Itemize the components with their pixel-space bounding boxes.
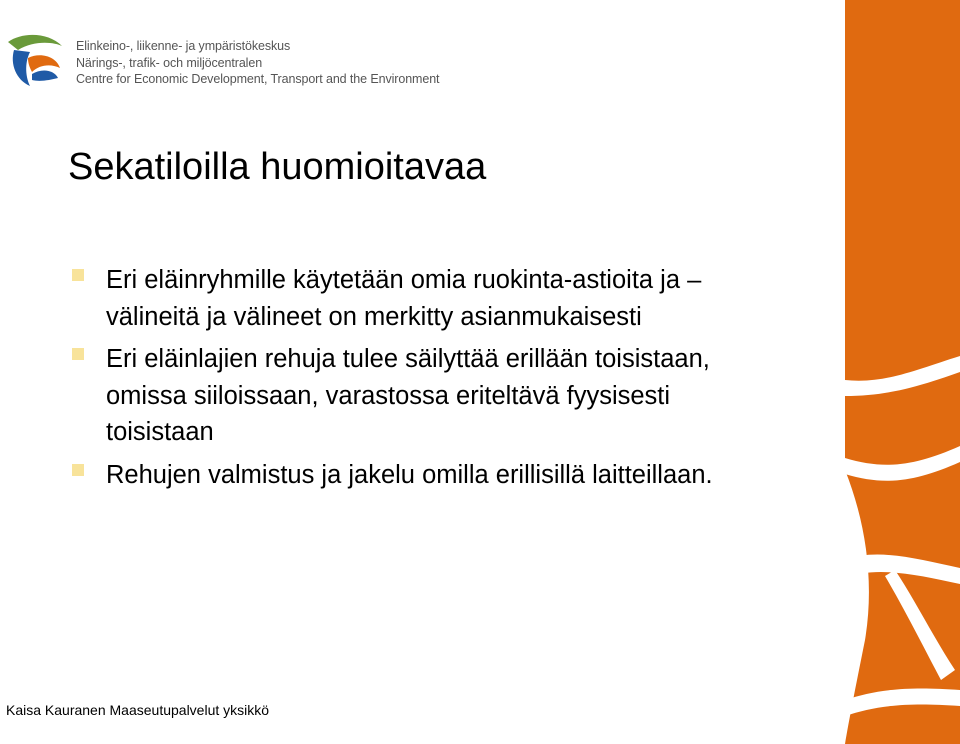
bullet-text: Rehujen valmistus ja jakelu omilla erillisillä laitteillaan. bbox=[106, 460, 713, 489]
org-name-english: Centre for Economic Development, Transport and the Environment bbox=[76, 72, 440, 86]
bullet-item bbox=[72, 457, 772, 494]
square-bullet-icon bbox=[72, 464, 84, 476]
decorative-side-panel bbox=[845, 0, 960, 744]
bullet-list bbox=[72, 262, 772, 499]
organization-names bbox=[76, 38, 439, 88]
bullet-item bbox=[72, 341, 772, 451]
footer-author: Kaisa Kauranen Maaseutupalvelut yksikkö bbox=[6, 702, 270, 718]
org-name-finnish: Elinkeino-, liikenne- ja ympäristökeskus bbox=[76, 39, 291, 53]
ely-centre-logo bbox=[4, 28, 66, 90]
square-bullet-icon bbox=[72, 269, 84, 281]
bullet-text: Eri eläinryhmille käytetään omia ruokinta-astioita ja –välineitä ja välineet on merkitty asianmukaisesti bbox=[106, 266, 702, 331]
slide-title: Sekatiloilla huomioitavaa bbox=[68, 146, 487, 188]
square-bullet-icon bbox=[72, 348, 84, 360]
bullet-item bbox=[72, 262, 772, 335]
org-name-swedish: Närings-, trafik- och miljöcentralen bbox=[76, 55, 263, 70]
bullet-text: Eri eläinlajien rehuja tulee säilyttää erillään toisistaan, omissa siiloissaan, varastossa eriteltävä fyysisesti toisistaan bbox=[106, 345, 710, 446]
